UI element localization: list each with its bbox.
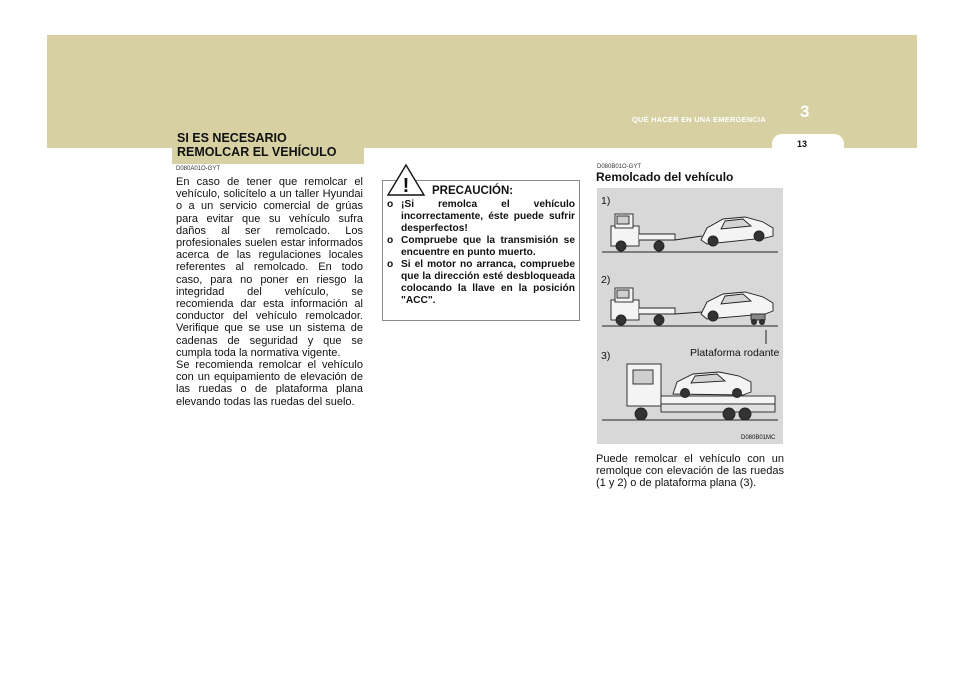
caution-item-text: ¡Si remolca el vehículo incorrectamente, éste puede sufrir desperfectos! [401, 199, 575, 234]
section-title-line-2: REMOLCAR EL VEHÍCULO [177, 145, 337, 159]
warning-symbol: ! [402, 175, 410, 197]
section-paragraph-2: Se recomienda remolcar el vehículo con un equipamiento de elevación de las ruedas o de plataforma plana elevando todas las ruedas del suelo. [176, 359, 363, 408]
figure-label-2: 2) [601, 274, 611, 286]
caution-item [387, 259, 575, 307]
caution-bullet: o [387, 199, 394, 210]
figure-label-3: 3) [601, 350, 611, 362]
towing-title: Remolcado del vehículo [596, 170, 734, 184]
flatbed-car [673, 372, 751, 398]
caution-item-text: Si el motor no arranca, compruebe que la dirección esté desbloqueada colocando la llave en la posición "ACC". [401, 259, 575, 306]
towing-figure [597, 188, 783, 444]
figure-label-1: 1) [601, 195, 611, 207]
section-title [177, 131, 337, 159]
caution-item-text: Compruebe que la transmisión se encuentre en punto muerto. [401, 235, 575, 258]
towing-illustration [597, 188, 783, 444]
page-number: 13 [797, 139, 808, 149]
section-paragraph-1: En caso de tener que remolcar el vehículo, solicítelo a un taller Hyundai o a un servicio comercial de grúas para evitar que su vehículo sufra daños al ser remolcado. Los profesionales suelen estar informados acerca de las regulaciones locales referentes al remolcado. En todo caso, para no poner en riesgo la integridad del vehículo, se recomienda dar esta información al conductor del vehículo remolcador. Verifique que se use un sistema de cadenas de seguridad y que se cumpla toda la normativa vigente. [176, 176, 363, 359]
caution-item [387, 199, 575, 235]
tow-truck-2 [611, 288, 702, 325]
caution-bullet: o [387, 235, 394, 246]
caution-list [387, 199, 575, 307]
caution-title: PRECAUCIÓN: [432, 185, 514, 197]
towed-car-1 [701, 217, 773, 246]
caution-bullet: o [387, 259, 394, 270]
section-body [176, 176, 363, 408]
section-code: D080A01O-GYT [176, 166, 221, 172]
chapter-title: QUÉ HACER EN UNA EMERGENCIA [632, 115, 766, 124]
towed-car-2 [701, 292, 773, 325]
chapter-number: 3 [800, 102, 810, 121]
warning-triangle-icon [386, 163, 426, 197]
dolly-label: Plataforma rodante [690, 347, 780, 359]
figure-code: D080B01MC [741, 435, 776, 441]
tow-truck-1 [611, 214, 702, 251]
section-title-line-1: SI ES NECESARIO [177, 131, 287, 145]
page-tab [772, 134, 844, 154]
towing-code: D080B01O-GYT [597, 164, 642, 170]
caution-item [387, 235, 575, 259]
towing-text: Puede remolcar el vehículo con un remolque con elevación de las ruedas (1 y 2) o de plataforma plana (3). [596, 453, 784, 490]
